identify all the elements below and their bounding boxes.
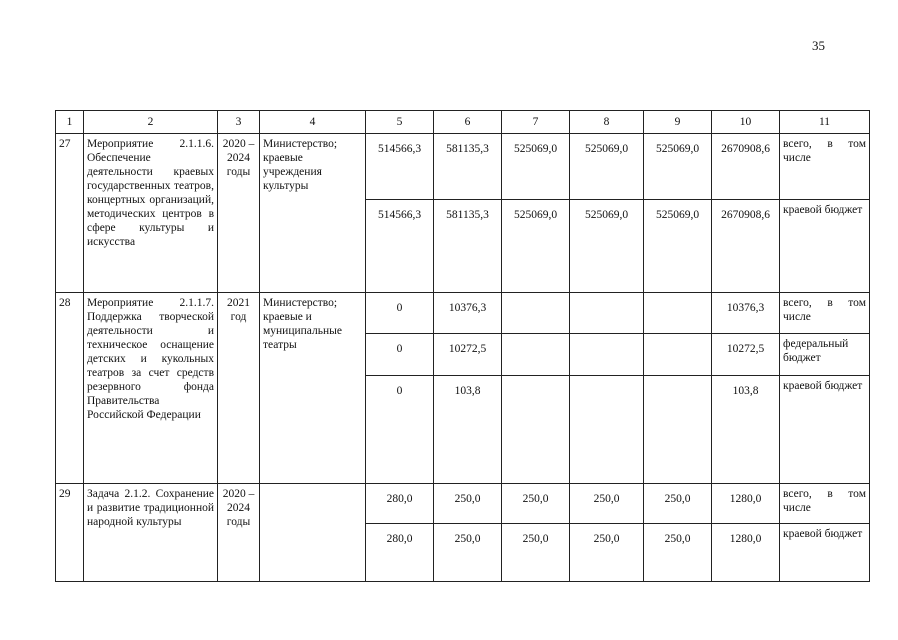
value-cell: 581135,3 [434,200,502,293]
column-header: 6 [434,111,502,134]
value-cell: 250,0 [502,524,570,582]
executor: Министерство; краевые учреждения культуры [260,134,366,293]
funding-source: всего, в том числе [780,134,870,200]
page-number: 35 [812,38,825,53]
executor [260,484,366,582]
value-cell: 10272,5 [712,334,780,376]
funding-source: краевой бюджет [780,200,870,293]
funding-source: федеральный бюджет [780,334,870,376]
value-cell: 250,0 [644,524,712,582]
table-header-row [56,111,870,134]
row-number: 29 [56,484,84,582]
funding-source: всего, в том числе [780,484,870,524]
value-cell: 280,0 [366,524,434,582]
funding-source: краевой бюджет [780,376,870,484]
value-cell: 250,0 [644,484,712,524]
value-cell: 525069,0 [570,200,644,293]
value-cell: 525069,0 [644,200,712,293]
value-cell: 525069,0 [502,200,570,293]
value-cell: 2670908,6 [712,134,780,200]
table-row [56,293,870,334]
value-cell: 525069,0 [644,134,712,200]
value-cell: 250,0 [434,524,502,582]
value-cell [570,334,644,376]
activity-name: Задача 2.1.2. Сохранение и развитие традиционной народной культуры [84,484,218,582]
column-header: 1 [56,111,84,134]
value-cell: 10272,5 [434,334,502,376]
table-row [56,134,870,200]
value-cell: 525069,0 [570,134,644,200]
row-number: 28 [56,293,84,484]
column-header: 4 [260,111,366,134]
value-cell [644,293,712,334]
column-header: 5 [366,111,434,134]
budget-table [55,110,870,582]
value-cell: 103,8 [712,376,780,484]
column-header: 11 [780,111,870,134]
value-cell: 10376,3 [712,293,780,334]
period: 2021 год [218,293,260,484]
value-cell: 514566,3 [366,134,434,200]
executor: Министерство; краевые и муниципальные театры [260,293,366,484]
value-cell [570,376,644,484]
value-cell: 1280,0 [712,484,780,524]
value-cell [644,334,712,376]
value-cell [644,376,712,484]
table-row [56,484,870,524]
value-cell: 514566,3 [366,200,434,293]
period: 2020 – 2024 годы [218,134,260,293]
value-cell: 103,8 [434,376,502,484]
column-header: 9 [644,111,712,134]
value-cell: 525069,0 [502,134,570,200]
period: 2020 – 2024 годы [218,484,260,582]
value-cell [570,293,644,334]
value-cell: 2670908,6 [712,200,780,293]
column-header: 3 [218,111,260,134]
value-cell [502,334,570,376]
row-number: 27 [56,134,84,293]
column-header: 2 [84,111,218,134]
value-cell: 1280,0 [712,524,780,582]
value-cell: 0 [366,376,434,484]
value-cell: 0 [366,334,434,376]
value-cell [502,376,570,484]
value-cell: 280,0 [366,484,434,524]
activity-name: Мероприятие 2.1.1.6. Обеспечение деятельности краевых государственных театров, концертных организаций, методических центров в сфере культуры и искусства [84,134,218,293]
value-cell: 250,0 [570,524,644,582]
column-header: 7 [502,111,570,134]
value-cell: 0 [366,293,434,334]
column-header: 8 [570,111,644,134]
activity-name: Мероприятие 2.1.1.7. Поддержка творческой деятельности и техническое оснащение детских и кукольных театров за счет средств резервного фонда Правительства Российской Федерации [84,293,218,484]
value-cell: 250,0 [434,484,502,524]
value-cell: 581135,3 [434,134,502,200]
column-header: 10 [712,111,780,134]
value-cell: 250,0 [570,484,644,524]
funding-source: всего, в том числе [780,293,870,334]
value-cell [502,293,570,334]
value-cell: 10376,3 [434,293,502,334]
funding-source: краевой бюджет [780,524,870,582]
value-cell: 250,0 [502,484,570,524]
